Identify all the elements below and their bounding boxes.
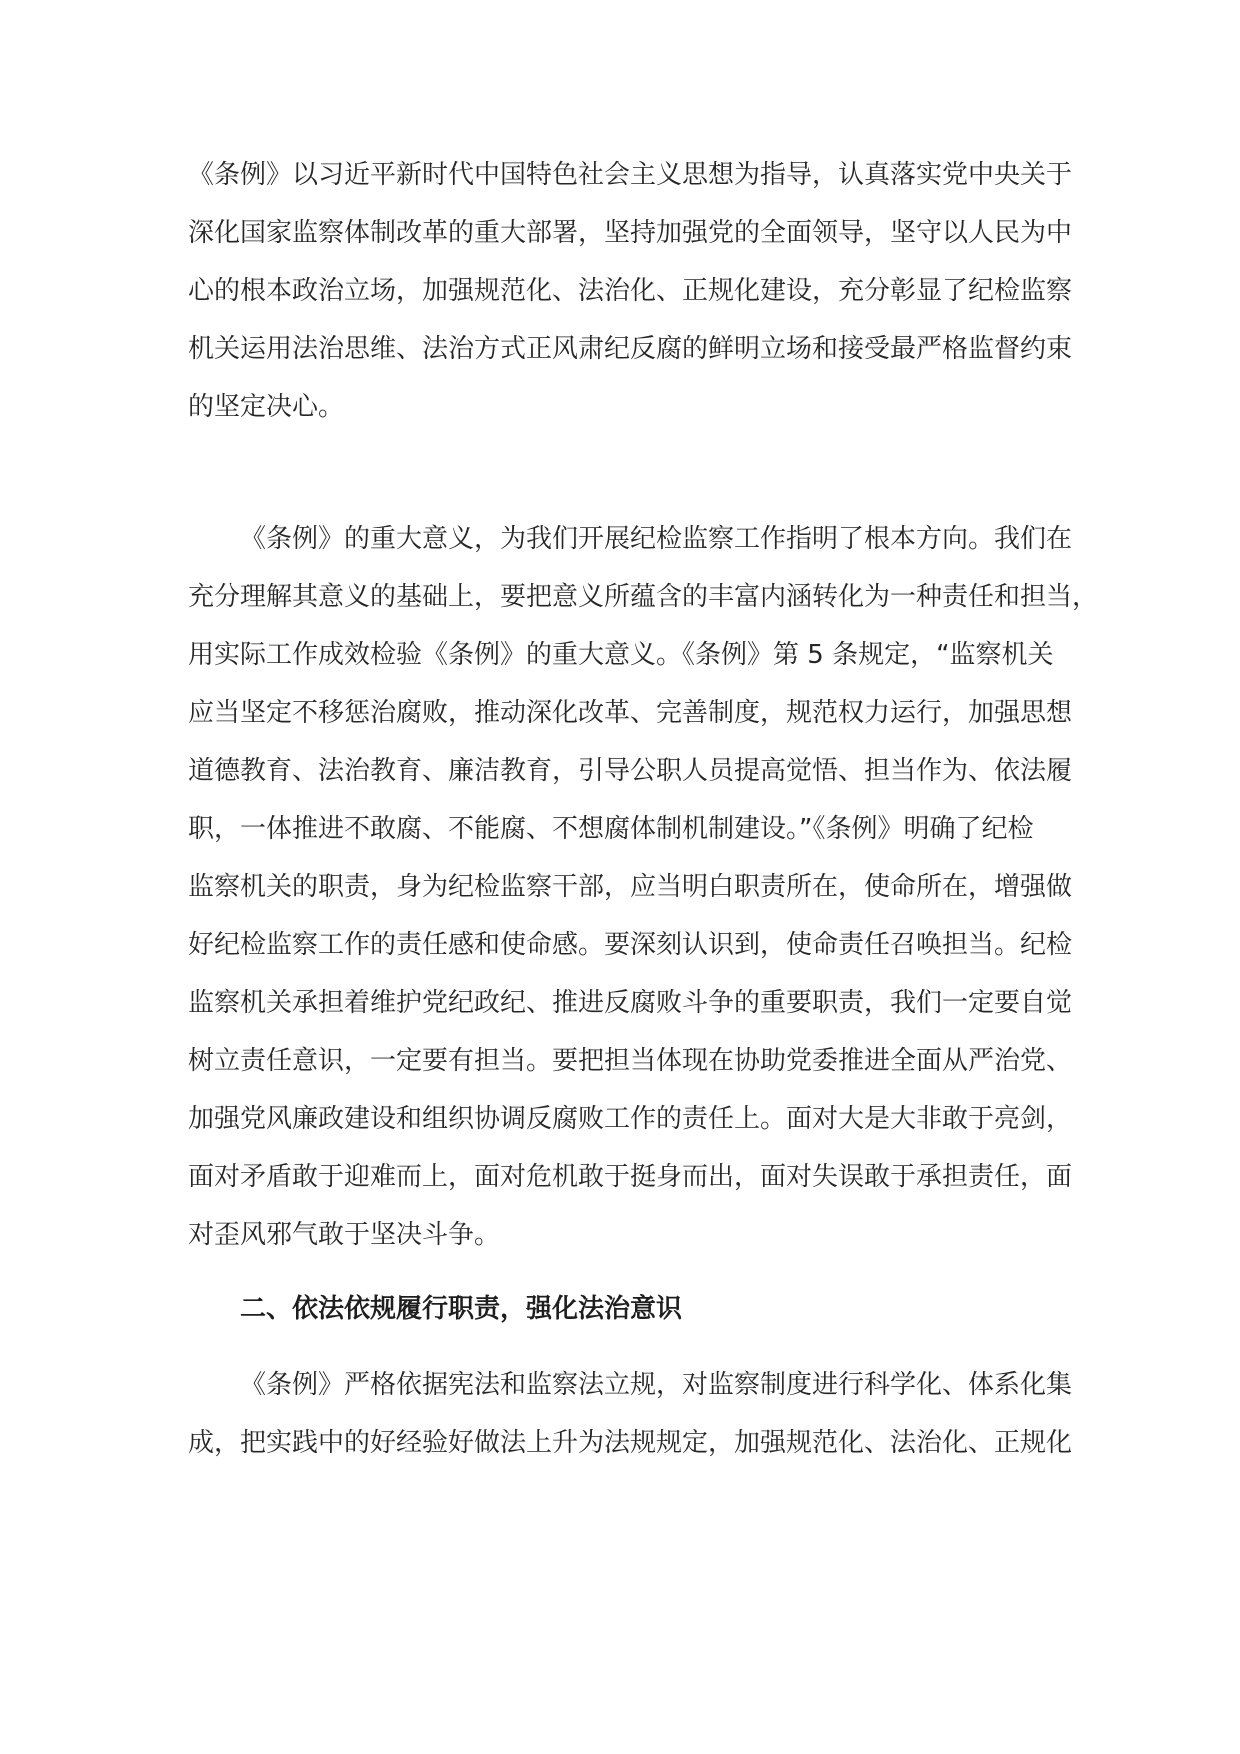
paragraph-line: 监察机关的职责，身为纪检监察干部，应当明白职责所在，使命所在，增强做 (188, 872, 1073, 902)
paragraph-line: 好纪检监察工作的责任感和使命感。要深刻认识到，使命责任召唤担当。纪检 (188, 930, 1073, 960)
paragraph-line: 树立责任意识，一定要有担当。要把担当体现在协助党委推进全面从严治党、 (188, 1046, 1073, 1076)
section-heading: 二、依法依规履行职责，强化法治意识 (240, 1294, 683, 1324)
paragraph-line: 道德教育、法治教育、廉洁教育，引导公职人员提高觉悟、担当作为、依法履 (188, 756, 1073, 786)
paragraph-line: 《条例》严格依据宪法和监察法立规，对监察制度进行科学化、体系化集 (240, 1370, 1073, 1400)
paragraph-line: 《条例》的重大意义，为我们开展纪检监察工作指明了根本方向。我们在 (240, 524, 1073, 554)
paragraph-line: 深化国家监察体制改革的重大部署，坚持加强党的全面领导，坚守以人民为中 (188, 218, 1073, 248)
paragraph-line: 机关运用法治思维、法治方式正风肃纪反腐的鲜明立场和接受最严格监督约束 (188, 334, 1073, 364)
paragraph-line: 成，把实践中的好经验好做法上升为法规规定，加强规范化、法治化、正规化 (188, 1428, 1073, 1458)
paragraph-line: 对歪风邪气敢于坚决斗争。 (188, 1220, 501, 1250)
paragraph-line: 应当坚定不移惩治腐败，推动深化改革、完善制度，规范权力运行，加强思想 (188, 698, 1073, 728)
paragraph-line: 职，一体推进不敢腐、不能腐、不想腐体制机制建设。”《条例》明确了纪检 (188, 814, 1034, 844)
paragraph-line: 监察机关承担着维护党纪政纪、推进反腐败斗争的重要职责，我们一定要自觉 (188, 988, 1073, 1018)
paragraph-line: 《条例》以习近平新时代中国特色社会主义思想为指导，认真落实党中央关于 (188, 160, 1073, 190)
paragraph-line: 面对矛盾敢于迎难而上，面对危机敢于挺身而出，面对失误敢于承担责任，面 (188, 1162, 1073, 1192)
paragraph-line: 的坚定决心。 (188, 392, 345, 422)
paragraph-line: 加强党风廉政建设和组织协调反腐败工作的责任上。面对大是大非敢于亮剑， (188, 1104, 1073, 1134)
paragraph-line: 心的根本政治立场，加强规范化、法治化、正规化建设，充分彰显了纪检监察 (188, 276, 1073, 306)
paragraph-line: 充分理解其意义的基础上，要把意义所蕴含的丰富内涵转化为一种责任和担当， (188, 582, 1099, 612)
paragraph-line: 用实际工作成效检验《条例》的重大意义。《条例》第 5 条规定，“监察机关 (188, 640, 1054, 670)
